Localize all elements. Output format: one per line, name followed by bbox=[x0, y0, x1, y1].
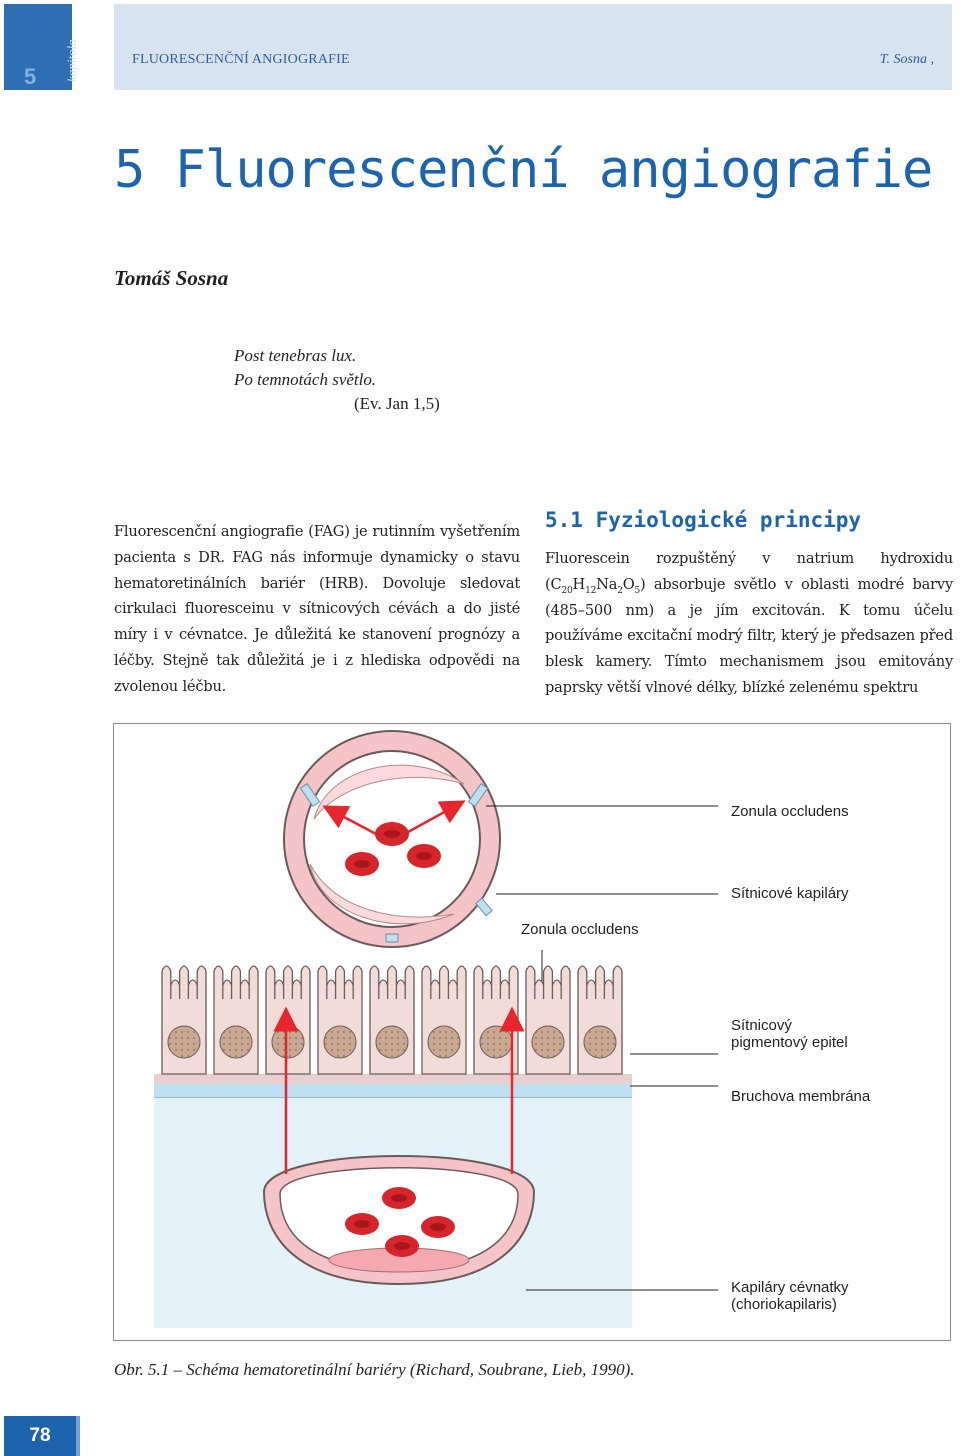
figure-caption: Obr. 5.1 – Schéma hematoretinální bariéry (Richard, Soubrane, Lieb, 1990). bbox=[114, 1360, 635, 1379]
running-title: FLUORESCENČNÍ ANGIOGRAFIE bbox=[132, 52, 350, 67]
rpe-cell bbox=[526, 966, 570, 1074]
formula: $C_{20}H_{12}Na_2O_5$ bbox=[550, 575, 641, 596]
rpe-cell bbox=[578, 966, 622, 1074]
section-heading: 5.1 Fyziologické principy bbox=[545, 508, 862, 532]
rpe-cell bbox=[214, 966, 258, 1074]
lead-word: Fluorescein bbox=[545, 550, 630, 567]
rpe-cell bbox=[318, 966, 362, 1074]
section-paragraph bbox=[545, 546, 953, 701]
running-author: T. Sosna , bbox=[879, 52, 934, 67]
motto-line-1: Post tenebras lux. bbox=[234, 346, 357, 365]
page-number-bar bbox=[76, 1416, 80, 1456]
label-rpe-line-2: pigmentový epitel bbox=[731, 1034, 848, 1051]
label-rpe-line-1: Sítnicový bbox=[731, 1017, 792, 1034]
chapter-word: kapitola bbox=[64, 39, 79, 82]
label-choriocapillaris bbox=[731, 1279, 849, 1313]
label-bruch: Bruchova membrána bbox=[731, 1088, 871, 1105]
retinal-capillary bbox=[284, 731, 500, 947]
rpe-cell bbox=[266, 966, 310, 1074]
motto bbox=[234, 344, 440, 416]
motto-line-2: Po temnotách světlo. bbox=[234, 370, 377, 389]
label-chorio-line-2: (choriokapilaris) bbox=[731, 1296, 837, 1313]
chapter-author: Tomáš Sosna bbox=[114, 266, 229, 290]
text-before-formula: rozpuštěný v natrium hydroxidu ( bbox=[545, 550, 953, 593]
motto-reference: (Ev. Jan 1,5) bbox=[354, 394, 440, 413]
label-zonula-top: Zonula occludens bbox=[731, 803, 849, 820]
rpe-cell bbox=[162, 966, 206, 1074]
chapter-title: 5 Fluorescenční angiografie bbox=[114, 140, 933, 200]
label-zonula-mid: Zonula occludens bbox=[521, 921, 639, 938]
text-after-formula: ) absorbuje světlo v oblasti modré barvy (485–500 nm) a je jím excitován. K tomu účelu používáme excitační modrý filtr, který je předsazen před blesk kamery. Tímto mechanismem jsou emitovány paprsky větší vlnové délky, blízké zelenému spektru bbox=[545, 575, 953, 696]
label-rpe bbox=[731, 1017, 848, 1051]
rpe-cell bbox=[370, 966, 414, 1074]
chapter-tab bbox=[4, 4, 79, 90]
rpe-cell bbox=[422, 966, 466, 1074]
figure-frame bbox=[113, 723, 951, 1341]
bruch-membrane-band bbox=[154, 1084, 632, 1098]
label-retinal-capillaries: Sítnicové kapiláry bbox=[731, 885, 849, 902]
chapter-number: 5 bbox=[24, 64, 37, 89]
label-chorio-line-1: Kapiláry cévnatky bbox=[731, 1279, 849, 1296]
intro-paragraph: Fluorescenční angiografie (FAG) je rutinním vyšetřením pacienta s DR. FAG nás informuje dynamicky o stavu hematoretinálních bariér (HRB). Dovoluje sledovat cirkulaci fluoresceinu v sítnicových cévách a do jisté míry i v cévnatce. Je důležitá ke stanovení prognózy a léčby. Stejně tak důležitá je i z hlediska odpovědi na zvolenou léčbu. bbox=[114, 523, 520, 695]
running-header bbox=[114, 4, 952, 90]
page-number: 78 bbox=[4, 1416, 76, 1456]
